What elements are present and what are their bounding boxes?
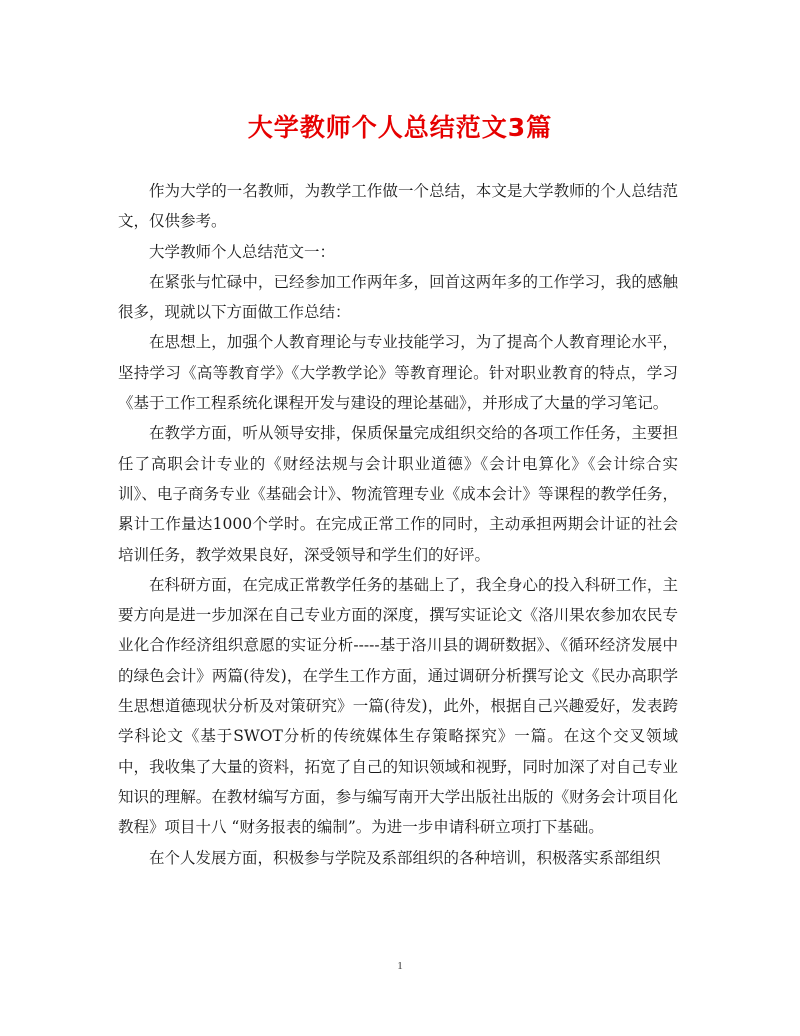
paragraph-development: 在个人发展方面，积极参与学院及系部组织的各种培训，积极落实系部组织 (149, 848, 661, 867)
paragraph-ideology: 在思想上，加强个人教育理论与专业技能学习，为了提高个人教育理论水平，坚持学习《高等教育学》《大学教学论》等教育理论。针对职业教育的特点，学习《基于工作工程系统化课程开发与建设的理论基础》，并形成了大量的学习笔记。 (118, 333, 678, 413)
document-body (118, 176, 678, 873)
paragraph-opening: 在紧张与忙碌中，已经参加工作两年多，回首这两年多的工作学习，我的感触很多，现就以下方面做工作总结： (118, 272, 678, 322)
document-title: 大学教师个人总结范文3篇 (247, 113, 553, 142)
paragraph-teaching: 在教学方面，听从领导安排，保质保量完成组织交给的各项工作任务，主要担任了高职会计专业的《财经法规与会计职业道德》《会计电算化》《会计综合实训》、电子商务专业《基础会计》、物流管理专业《成本会计》等课程的教学任务，累计工作量达1000个学时。在完成正常工作的同时，主动承担两期会计证的社会培训任务，教学效果良好，深受领导和学生们的好评。 (118, 424, 678, 564)
paragraph-section-heading: 大学教师个人总结范文一： (149, 242, 336, 261)
page-number: 1 (397, 960, 403, 972)
paragraph-research: 在科研方面，在完成正常教学任务的基础上了，我全身心的投入科研工作，主要方向是进一步加深在自己专业方面的深度，撰写实证论文《洛川果农参加农民专业化合作经济组织意愿的实证分析-----基于洛川县的调研数据》、《循环经济发展中的绿色会计》两篇(待发)，在学生工作方面，通过调研分析撰写论文《民办高职学生思想道德现状分析及对策研究》一篇(待发)，此外，根据自己兴趣爱好，发表跨学科论文《基于SWOT分析的传统媒体生存策略探究》一篇。在这个交叉领域中，我收集了大量的资料，拓宽了自己的知识领域和视野，同时加深了对自己专业知识的理解。在教材编写方面，参与编写南开大学出版社出版的《财务会计项目化教程》项目十八 “财务报表的编制”。为进一步申请科研立项打下基础。 (118, 575, 678, 837)
paragraph-intro: 作为大学的一名教师，为教学工作做一个总结，本文是大学教师的个人总结范文，仅供参考。 (118, 182, 678, 231)
